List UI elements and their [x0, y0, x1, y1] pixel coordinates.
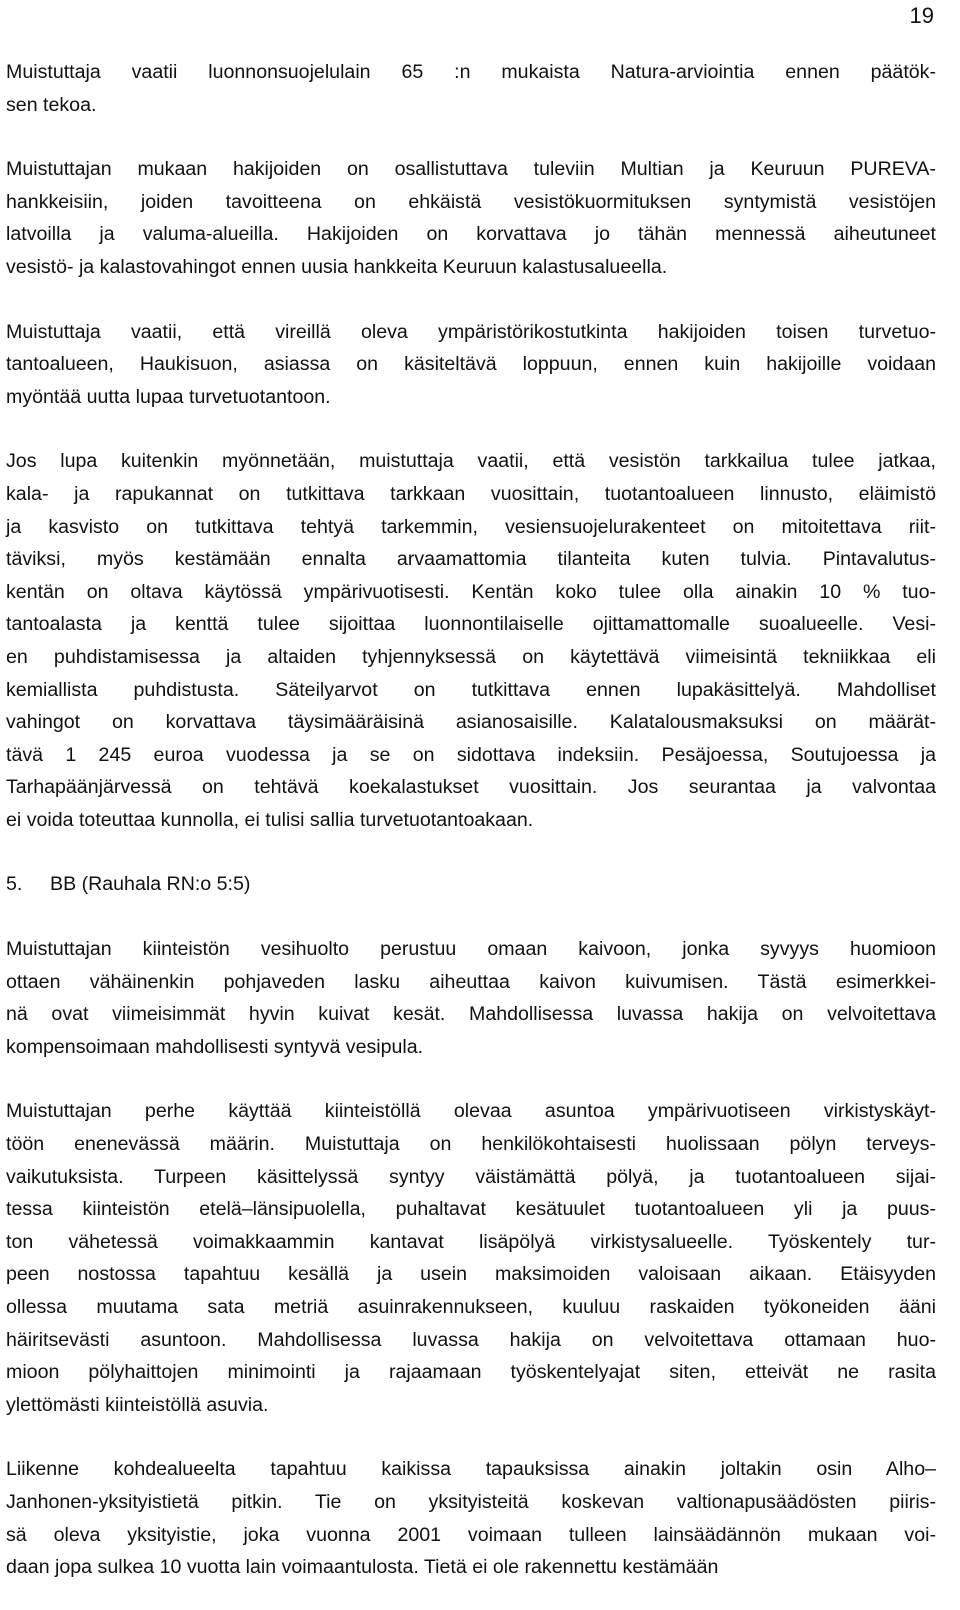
text-line: Tarhapäänjärvessä on tehtävä koekalastukset vuosittain. Jos seurantaa ja valvontaa [6, 776, 936, 799]
paragraph [6, 1453, 936, 1583]
text-line: Muistuttajan perhe käyttää kiinteistöllä olevaa asuntoa ympärivuotiseen virkistyskäyt- [6, 1100, 936, 1123]
section-number: 5. [6, 873, 23, 896]
section-heading [6, 868, 936, 901]
text-line: ylettömästi kiinteistöllä asuvia. [6, 1393, 269, 1416]
text-line: vahingot on korvattava täysimääräisinä asianosaisille. Kalatalousmaksuksi on määrät- [6, 711, 936, 734]
text-line: häiritsevästi asuntoon. Mahdollisessa luvassa hakija on velvoitettava ottamaan huo- [6, 1328, 936, 1351]
text-line: vesistö- ja kalastovahingot ennen uusia hankkeita Keuruun kalastusalueella. [6, 255, 668, 278]
objections-section [6, 56, 936, 836]
text-line: kala- ja rapukannat on tutkittava tarkkaan vuosittain, tuotantoalueen linnusto, eläimistö [6, 482, 936, 505]
paragraph [6, 56, 936, 121]
section-5-body [6, 933, 936, 1584]
text-line: mioon pölyhaittojen minimointi ja rajaamaan työskentelyajat siten, etteivät ne rasita [6, 1361, 936, 1384]
text-line: sä oleva yksityistie, joka vuonna 2001 voimaan tulleen lainsäädännön mukaan voi- [6, 1523, 936, 1546]
paragraph [6, 153, 936, 283]
text-line: latvoilla ja valuma-alueilla. Hakijoiden on korvattava jo tähän mennessä aiheutuneet [6, 223, 936, 246]
paragraph [6, 1095, 936, 1421]
text-line: Janhonen-yksityistietä pitkin. Tie on yksityisteitä koskevan valtionapusäädösten piiris- [6, 1490, 936, 1513]
text-line: myöntää uutta lupaa turvetuotantoon. [6, 385, 331, 408]
text-line: ottaen vähäinenkin pohjaveden lasku aiheuttaa kaivon kuivumisen. Tästä esimerkkei- [6, 970, 936, 993]
text-line: sen tekoa. [6, 93, 97, 116]
text-line: kompensoimaan mahdollisesti syntyvä vesipula. [6, 1035, 424, 1058]
text-line: täviksi, myös kestämään ennalta arvaamattomia tilanteita kuten tulvia. Pintavalutus- [6, 548, 936, 571]
text-line: tantoalasta ja kenttä tulee sijoittaa luonnontilaiselle ojittamattomalle suoalueelle. Vesi- [6, 613, 936, 636]
text-line: nä ovat viimeisimmät hyvin kuivat kesät. Mahdollisessa luvassa hakija on velvoitettava [6, 1003, 936, 1026]
paragraph [6, 933, 936, 1063]
page-number: 19 [909, 3, 934, 28]
text-line: en puhdistamisessa ja altaiden tyhjennyksessä on käytettävä viimeisintä tekniikkaa eli [6, 645, 936, 668]
text-line: Liikenne kohdealueelta tapahtuu kaikissa tapauksissa ainakin joltakin osin Alho– [6, 1458, 936, 1481]
paragraph [6, 445, 936, 836]
text-line: ton vähetessä voimakkaammin kantavat lisäpölyä virkistysalueelle. Työskentely tur- [6, 1230, 936, 1253]
document-body [6, 56, 936, 1584]
text-line: tävä 1 245 euroa vuodessa ja se on sidottava indeksiin. Pesäjoessa, Soutujoessa ja [6, 743, 936, 766]
text-line: ollessa muutama sata metriä asuinrakennukseen, kuuluu raskaiden työkoneiden ääni [6, 1296, 936, 1318]
text-line: daan jopa sulkea 10 vuotta lain voimaantulosta. Tietä ei ole rakennettu kestämään [6, 1556, 719, 1579]
text-line: tessa kiinteistön etelä–länsipuolella, puhaltavat kesätuulet tuotantoalueen yli ja puus- [6, 1198, 936, 1221]
text-line: tantoalueen, Haukisuon, asiassa on käsiteltävä loppuun, ennen kuin hakijoille voidaan [6, 353, 936, 376]
text-line: ja kasvisto on tutkittava tehtyä tarkemmin, vesiensuojelurakenteet on mitoitettava riit- [6, 515, 936, 538]
text-line: Jos lupa kuitenkin myönnetään, muistuttaja vaatii, että vesistön tarkkailua tulee jatkaa, [6, 450, 936, 473]
text-line: peen nostossa tapahtuu kesällä ja usein maksimoiden valoisaan aikaan. Etäisyyden [6, 1263, 936, 1286]
text-line: kemiallista puhdistusta. Säteilyarvot on tutkittava ennen lupakäsittelyä. Mahdolliset [6, 678, 936, 701]
text-line: vaikutuksista. Turpeen käsittelyssä syntyy väistämättä pölyä, ja tuotantoalueen sijai- [6, 1165, 936, 1188]
section-title: BB (Rauhala RN:o 5:5) [50, 873, 251, 896]
text-line: Muistuttaja vaatii, että vireillä oleva ympäristörikostutkinta hakijoiden toisen turvetuo- [6, 320, 936, 343]
text-line: Muistuttajan kiinteistön vesihuolto perustuu omaan kaivoon, jonka syvyys huomioon [6, 938, 936, 961]
text-line: töön enenevässä määrin. Muistuttaja on henkilökohtaisesti huolissaan pölyn terveys- [6, 1133, 936, 1156]
text-line: ei voida toteuttaa kunnolla, ei tulisi sallia turvetuotantoakaan. [6, 808, 534, 831]
text-line: Muistuttaja vaatii luonnonsuojelulain 65 :n mukaista Natura-arviointia ennen päätök- [6, 61, 936, 83]
text-line: Muistuttajan mukaan hakijoiden on osallistuttava tuleviin Multian ja Keuruun PUREVA- [6, 158, 936, 181]
paragraph [6, 316, 936, 414]
text-line: kentän on oltava käytössä ympärivuotisesti. Kentän koko tulee olla ainakin 10 % tuo- [6, 580, 936, 603]
text-line: hankkeisiin, joiden tavoitteena on ehkäistä vesistökuormituksen syntymistä vesistöjen [6, 190, 936, 213]
